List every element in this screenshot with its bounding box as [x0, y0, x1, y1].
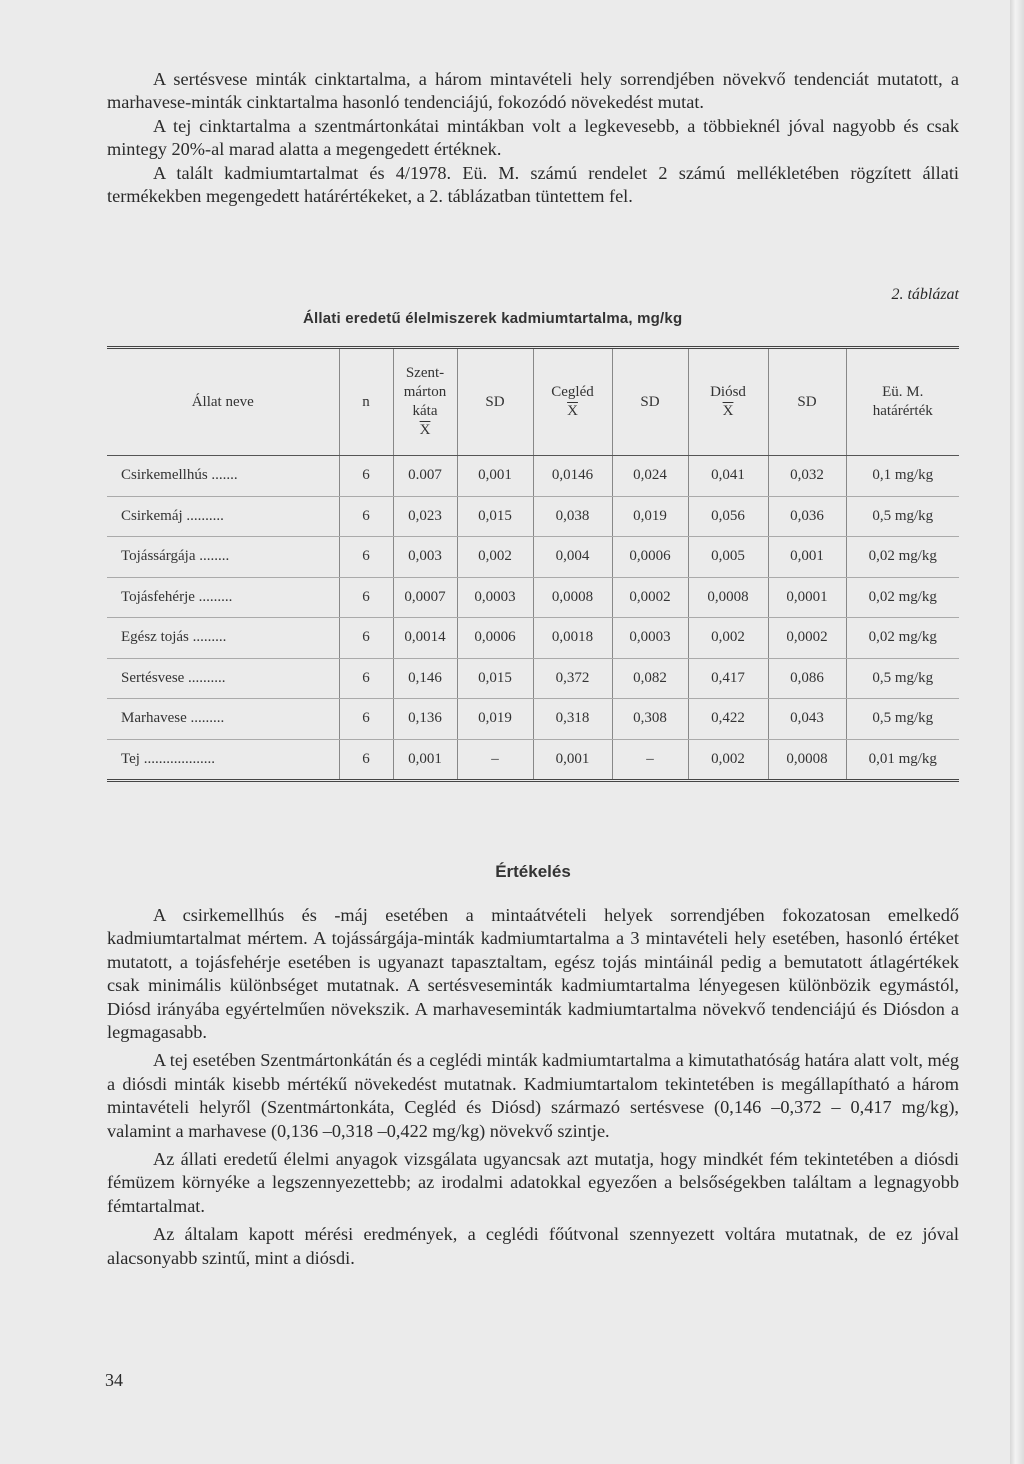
- cell-limit: 0,1 mg/kg: [846, 456, 959, 497]
- cell-sd: 0,015: [457, 658, 533, 699]
- cell-animal: Tojásfehérje .........: [107, 577, 339, 618]
- cell-sd: 0,036: [768, 496, 846, 537]
- cell-szentmartonkata: 0,146: [393, 658, 457, 699]
- cell-diosd: 0,0008: [688, 577, 768, 618]
- cell-diosd: 0,041: [688, 456, 768, 497]
- cell-limit: 0,5 mg/kg: [846, 496, 959, 537]
- table-caption: [107, 286, 959, 332]
- cell-diosd: 0,056: [688, 496, 768, 537]
- cell-animal: Marhavese .........: [107, 699, 339, 740]
- cell-diosd: 0,005: [688, 537, 768, 578]
- cell-sd: 0,0002: [768, 618, 846, 659]
- cell-sd: 0,086: [768, 658, 846, 699]
- cell-animal: Tej ...................: [107, 739, 339, 781]
- cell-sd: 0,015: [457, 496, 533, 537]
- cell-diosd: 0,417: [688, 658, 768, 699]
- header-cegled: Cegléd $\overline{X}$: [533, 348, 612, 456]
- header-animal: Állat neve: [107, 348, 339, 456]
- table-row: [107, 699, 959, 740]
- cell-sd: –: [612, 739, 688, 781]
- cell-n: 6: [339, 739, 393, 781]
- cell-animal: Csirkemáj ..........: [107, 496, 339, 537]
- cell-cegled: 0,038: [533, 496, 612, 537]
- cell-cegled: 0,0146: [533, 456, 612, 497]
- header-szentmartonkata: Szent- márton káta $\overline{X}$: [393, 348, 457, 456]
- table-row: [107, 577, 959, 618]
- intro-text: [107, 68, 959, 208]
- table-title: Állati eredetű élelmiszerek kadmiumtartalma, mg/kg: [303, 310, 683, 327]
- cell-animal: Sertésvese ..........: [107, 658, 339, 699]
- cell-limit: 0,02 mg/kg: [846, 537, 959, 578]
- cell-szentmartonkata: 0,136: [393, 699, 457, 740]
- table-header-row: [107, 348, 959, 456]
- cell-n: 6: [339, 577, 393, 618]
- cell-limit: 0,5 mg/kg: [846, 658, 959, 699]
- cell-sd: 0,024: [612, 456, 688, 497]
- table-row: [107, 618, 959, 659]
- evaluation-paragraph-3: Az állati eredetű élelmi anyagok vizsgálata ugyancsak azt mutatja, hogy mindkét fém tekintetében a diósdi fémüzem környéke a legszennyezettebb; az irodalmi adatokkal egyezően a belsőségekben találtam a legnagyobb fémtartalmat.: [107, 1149, 959, 1216]
- cell-animal: Egész tojás .........: [107, 618, 339, 659]
- cell-cegled: 0,0018: [533, 618, 612, 659]
- cell-n: 6: [339, 496, 393, 537]
- cell-sd: 0,0006: [457, 618, 533, 659]
- cell-sd: 0,019: [612, 496, 688, 537]
- intro-paragraph-1: A sertésvese minták cinktartalma, a három mintavételi hely sorrendjében növekvő tendenciát mutatott, a marhavese-minták cinktartalma hasonló tendenciájú, fokozódó növekedést mutat.: [107, 69, 959, 113]
- header-n: n: [339, 348, 393, 456]
- table-row: [107, 537, 959, 578]
- page-number: 34: [105, 1370, 123, 1390]
- cell-sd: 0,0003: [612, 618, 688, 659]
- cell-szentmartonkata: 0,0007: [393, 577, 457, 618]
- cell-szentmartonkata: 0.007: [393, 456, 457, 497]
- cell-sd: 0,0002: [612, 577, 688, 618]
- table-row: [107, 658, 959, 699]
- cell-sd: 0,001: [768, 537, 846, 578]
- cell-sd: 0,002: [457, 537, 533, 578]
- evaluation-paragraph-2: A tej esetében Szentmártonkátán és a ceglédi minták kadmiumtartalma a kimutathatóság határa alatt volt, még a diósdi minták kisebb mértékű növekedést mutatnak. Kadmiumtartalom tekintetében is megállapítható a három mintavételi helyről (Szentmártonkáta, Cegléd és Diósd) származó sertésvese (0,146 –0,372 – 0,417 mg/kg), valamint a marhavese (0,136 –0,318 –0,422 mg/kg) növekvő szintje.: [107, 1050, 959, 1141]
- cell-sd: 0,308: [612, 699, 688, 740]
- cell-limit: 0,5 mg/kg: [846, 699, 959, 740]
- cell-szentmartonkata: 0,023: [393, 496, 457, 537]
- header-sd-3: SD: [768, 348, 846, 456]
- cell-limit: 0,02 mg/kg: [846, 577, 959, 618]
- cell-sd: 0,0001: [768, 577, 846, 618]
- cell-diosd: 0,002: [688, 618, 768, 659]
- table-row: [107, 496, 959, 537]
- cell-n: 6: [339, 456, 393, 497]
- intro-paragraph-3: A talált kadmiumtartalmat és 4/1978. Eü. M. számú rendelet 2 számú mellékletében rögzített állati termékekben megengedett határértékeket, a 2. táblázatban tüntettem fel.: [107, 162, 959, 207]
- evaluation-text: [107, 904, 959, 1275]
- cell-cegled: 0,372: [533, 658, 612, 699]
- header-sd-1: SD: [457, 348, 533, 456]
- cell-sd: 0,001: [457, 456, 533, 497]
- header-limit: Eü. M. határérték: [846, 348, 959, 456]
- cell-limit: 0,01 mg/kg: [846, 739, 959, 781]
- cell-animal: Tojássárgája ........: [107, 537, 339, 578]
- evaluation-paragraph-1: A csirkemellhús és -máj esetében a mintaátvételi helyek sorrendjében fokozatosan emelkedő kadmiumtartalmat mértem. A tojássárgája-minták kadmiumtartalma a 3 mintavételi hely esetében, hasonló értéket mutatott, a tojásfehérje esetében is ugyanazt tapasztaltam, egész tojás mintáinál pedig a bemutatott átlagértékek csak minimális különbséget mutatnak. A sertésveseminták kadmiumtartalma lényegesen különbözik egymástól, Diósd irányába egyértelműen növekszik. A marhaveseminták kadmiumtartalma növekvő tendenciájú és Diósdon a legmagasabb.: [107, 905, 959, 1043]
- cell-limit: 0,02 mg/kg: [846, 618, 959, 659]
- intro-paragraph-2: A tej cinktartalma a szentmártonkátai mintákban volt a legkevesebb, a többieknél jóval nagyobb és csak mintegy 20%-al marad alatta a megengedett értéknek.: [107, 115, 959, 160]
- cell-sd: 0,043: [768, 699, 846, 740]
- table-row: [107, 456, 959, 497]
- cell-szentmartonkata: 0,003: [393, 537, 457, 578]
- section-title: Értékelés: [495, 862, 571, 881]
- page-edge: [1010, 0, 1024, 1464]
- cell-szentmartonkata: 0,0014: [393, 618, 457, 659]
- cell-szentmartonkata: 0,001: [393, 739, 457, 781]
- header-sd-2: SD: [612, 348, 688, 456]
- header-diosd: Diósd $\overline{X}$: [688, 348, 768, 456]
- cell-n: 6: [339, 658, 393, 699]
- table-number: 2. táblázat: [891, 286, 959, 303]
- evaluation-paragraph-4: Az általam kapott mérési eredmények, a ceglédi főútvonal szennyezett voltára mutatnak, de ez jóval alacsonyabb szintű, mint a diósdi.: [107, 1224, 959, 1268]
- cell-n: 6: [339, 699, 393, 740]
- cell-animal: Csirkemellhús .......: [107, 456, 339, 497]
- cell-n: 6: [339, 618, 393, 659]
- cell-cegled: 0,0008: [533, 577, 612, 618]
- cell-cegled: 0,001: [533, 739, 612, 781]
- cell-sd: 0,019: [457, 699, 533, 740]
- cell-sd: 0,0008: [768, 739, 846, 781]
- cell-sd: 0,032: [768, 456, 846, 497]
- table-row: [107, 739, 959, 781]
- cell-sd: 0,0003: [457, 577, 533, 618]
- cell-n: 6: [339, 537, 393, 578]
- cadmium-table: [107, 346, 959, 782]
- cell-sd: –: [457, 739, 533, 781]
- cell-diosd: 0,002: [688, 739, 768, 781]
- cell-cegled: 0,318: [533, 699, 612, 740]
- cell-diosd: 0,422: [688, 699, 768, 740]
- cell-sd: 0,0006: [612, 537, 688, 578]
- cell-sd: 0,082: [612, 658, 688, 699]
- cell-cegled: 0,004: [533, 537, 612, 578]
